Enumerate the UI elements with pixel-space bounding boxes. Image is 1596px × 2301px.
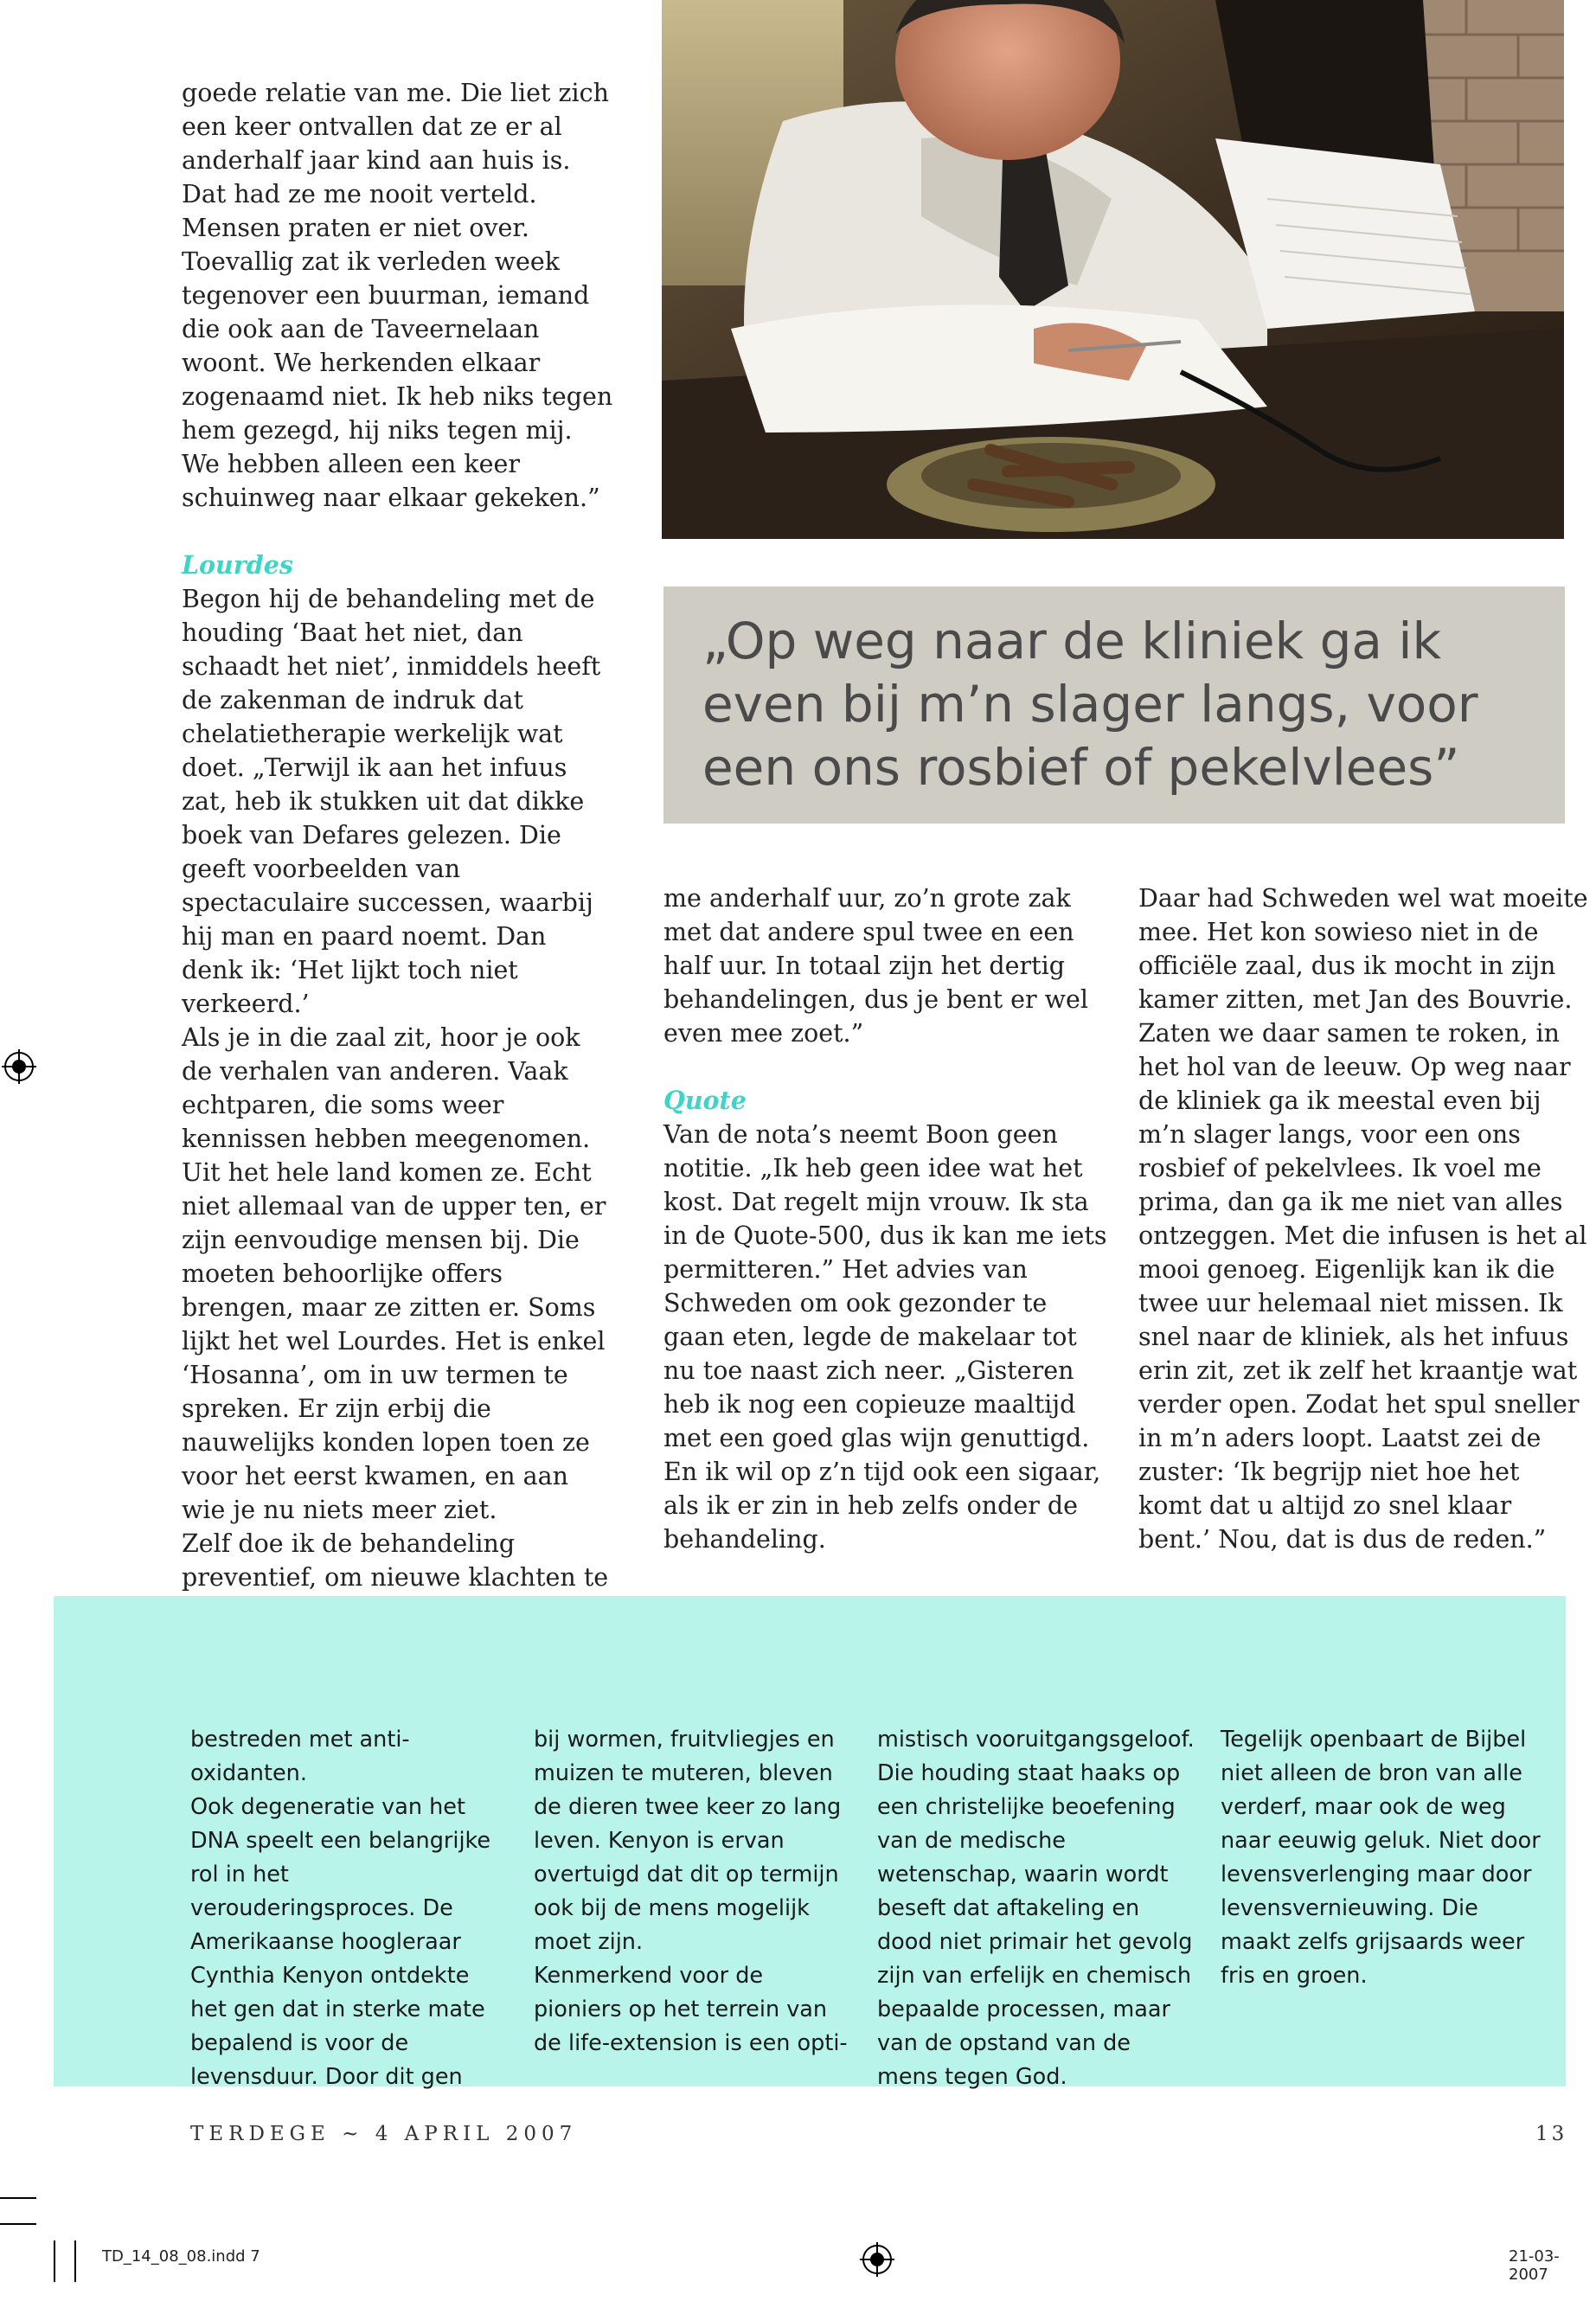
paragraph: Zelf doe ik de behandeling preventief, om nieuwe klachten te	[182, 1529, 609, 1592]
crop-mark	[74, 2240, 76, 2282]
pull-quote-text: „Op weg naar de kliniek ga ik even bij m’n slager langs, voor een ons rosbief of pekelvlees”	[702, 612, 1478, 797]
sidebar-column-2	[534, 1723, 854, 2061]
sidebar-paragraph: Kenmerkend voor de pioniers op het terrein van de life-extension is een opti-	[534, 1963, 848, 2056]
slug-filename: TD_14_08_08.indd 7	[102, 2247, 260, 2266]
registration-mark-icon	[2, 1049, 36, 1084]
slug-date: 21-03-2007	[1509, 2247, 1560, 2284]
photo-man-at-desk	[662, 0, 1564, 539]
article-photo	[662, 0, 1564, 539]
paragraph: goede relatie van me. Die liet zich een keer ontvallen dat ze er al anderhalf jaar kind aan huis is. Dat had ze me nooit verteld. Mensen praten er niet over. Toevallig zat ik verleden week tegenover een buurman, iemand die ook aan de Taveernelaan woont. We herkenden elkaar zogenaamd niet. Ik heb niks tegen hem gezegd, hij niks tegen mij. We hebben alleen een keer schuinweg naar elkaar gekeken.”	[182, 79, 613, 512]
article-column-right	[1138, 881, 1588, 1556]
registration-mark-icon	[860, 2242, 894, 2277]
sidebar-column-1	[190, 1723, 510, 2094]
paragraph: Begon hij de behandeling met de houding ‘Baat het niet, dan schaadt het niet’, inmiddels heeft de zakenman de indruk dat chelatietherapie werkelijk wat doet. „Terwijl ik aan het infuus zat, heb ik stukken uit dat dikke boek van Defares gelezen. Die geeft voorbeelden van spectaculaire successen, waarbij hij man en paard noemt. Dan denk ik: ‘Het lijkt toch niet verkeerd.’	[182, 585, 601, 1018]
subheading-quote: Quote	[663, 1086, 747, 1115]
sidebar-paragraph: bestreden met anti-oxidanten.	[190, 1727, 410, 1786]
sidebar-paragraph: Tegelijk openbaart de Bijbel niet alleen de bron van alle verderf, maar ook de weg naar eeuwig geluk. Niet door levensverlenging maar door levensvernieuwing. Die maakt zelfs grijsaards weer fris en groen.	[1221, 1727, 1541, 1989]
crop-mark	[0, 2197, 36, 2199]
pull-quote-box	[663, 586, 1565, 824]
sidebar-paragraph: bij wormen, fruitvliegjes en muizen te muteren, bleven de dieren twee keer zo lang leven. Kenyon is ervan overtuigd dat dit op termijn ook bij de mens mogelijk moet zijn.	[534, 1727, 842, 1955]
page-number: 13	[1535, 2123, 1568, 2145]
crop-mark	[54, 2240, 55, 2282]
sidebar-paragraph: Ook degeneratie van het DNA speelt een belangrijke rol in het verouderingsproces. De Amerikaanse hoogleraar Cynthia Kenyon ontdekte het gen dat in sterke mate bepalend is voor de levensduur. Door dit gen	[190, 1794, 491, 2090]
article-column-left	[182, 76, 614, 1695]
paragraph: Daar had Schweden wel wat moeite mee. Het kon sowieso niet in de officiële zaal, dus ik mocht in zijn kamer zitten, met Jan des Bouvrie. Zaten we daar samen te roken, in het hol van de leeuw. Op weg naar de kliniek ga ik meestal even bij m’n slager langs, voor een ons rosbief of pekelvlees. Ik voel me prima, dan ga ik me niet van alles ontzeggen. Met die infusen is het al mooi genoeg. Eigenlijk kan ik die twee uur helemaal niet missen. Ik snel naar de kliniek, als het infuus erin zit, zet ik zelf het kraantje wat verder open. Zodat het spul sneller in m’n aders loopt. Laatst zei de zuster: ‘Ik begrijp niet hoe het komt dat u altijd zo snel klaar bent.’ Nou, dat is dus de reden.”	[1138, 884, 1588, 1554]
sidebar-column-3	[877, 1723, 1197, 2094]
footer-publication: TERDEGE ~ 4 APRIL 2007	[190, 2123, 578, 2145]
sidebar-box	[54, 1596, 1566, 2090]
paragraph: Als je in die zaal zit, hoor je ook de verhalen van anderen. Vaak echtparen, die soms weer kennissen hebben meegenomen. Uit het hele land komen ze. Echt niet allemaal van de upper ten, er zijn eenvoudige mensen bij. Die moeten behoorlijke offers brengen, maar ze zitten er. Soms lijkt het wel Lourdes. Het is enkel ‘Hosanna’, om in uw termen te spreken. Er zijn erbij die nauwelijks konden lopen toen ze voor het eerst kwamen, en aan wie je nu niets meer ziet.	[182, 1023, 606, 1524]
paragraph: me anderhalf uur, zo’n grote zak met dat andere spul twee en een half uur. In totaal zijn het dertig behandelingen, dus je bent er wel even mee zoet.”	[663, 884, 1089, 1048]
subheading-lourdes: Lourdes	[182, 550, 293, 580]
sidebar-column-4	[1221, 1723, 1541, 1993]
paragraph: Van de nota’s neemt Boon geen notitie. „Ik heb geen idee wat het kost. Dat regelt mijn vrouw. Ik sta in de Quote-500, dus ik kan me iets permitteren.” Het advies van Schweden om ook gezonder te gaan eten, legde de makelaar tot nu toe naast zich neer. „Gisteren heb ik nog een copieuze maaltijd met een goed glas wijn genuttigd. En ik wil op z’n tijd ook een sigaar, als ik er zin in heb zelfs onder de behandeling.	[663, 1120, 1107, 1554]
article-column-middle	[663, 881, 1113, 1556]
sidebar-paragraph: mistisch vooruitgangsgeloof. Die houding staat haaks op een christelijke beoefening van de medische wetenschap, waarin wordt beseft dat aftakeling en dood niet primair het gevolg zijn van erfelijk en chemisch bepaalde processen, maar van de opstand van de mens tegen God.	[877, 1727, 1195, 2090]
crop-mark	[0, 2223, 36, 2225]
